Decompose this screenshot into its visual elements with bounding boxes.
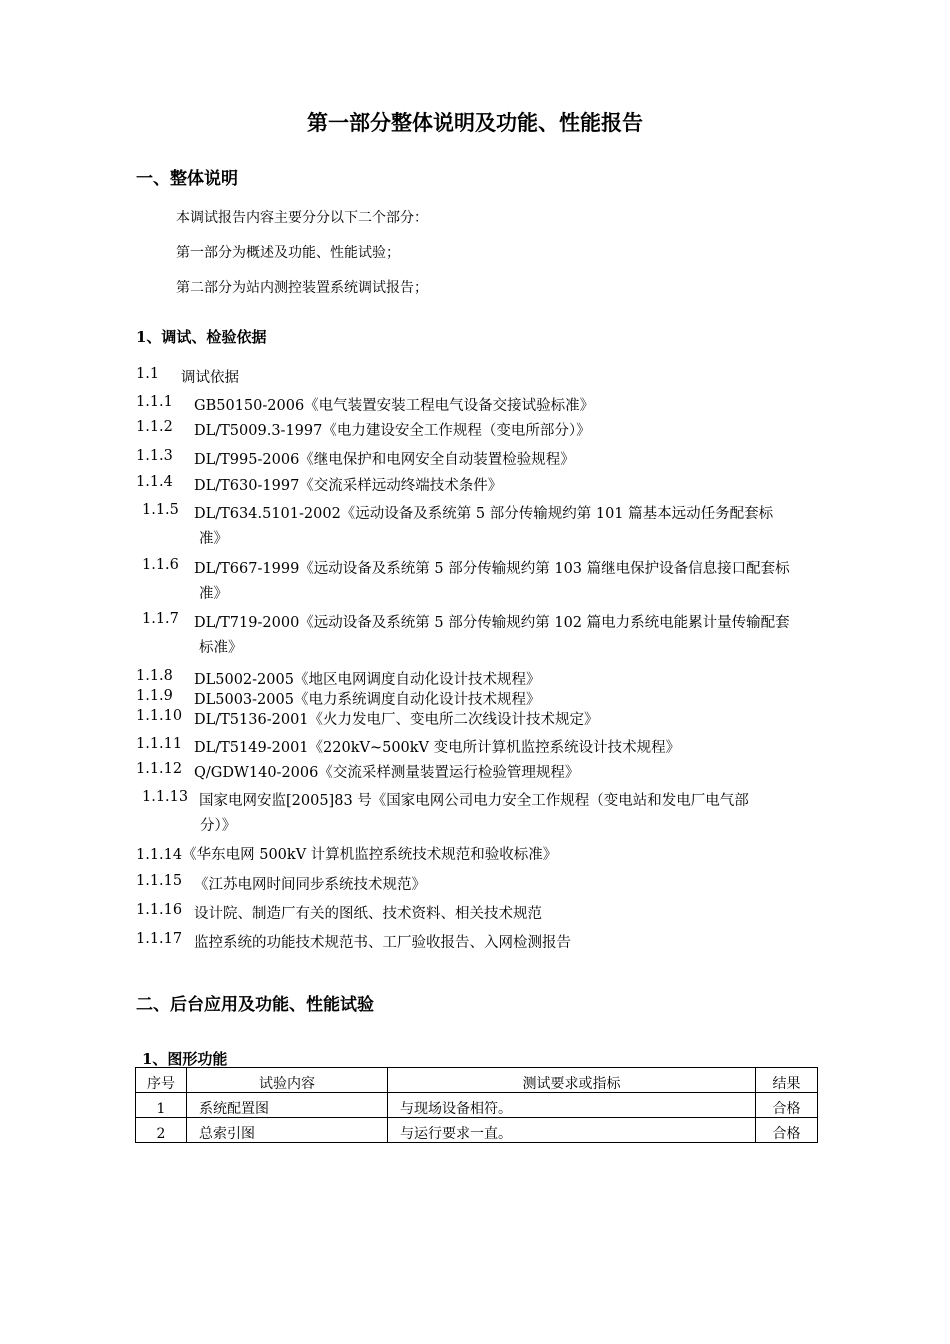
reference-number: 1.1.10 (136, 708, 183, 724)
reference-text: DL/T5149-2001《220kV~500kV 变电所计算机监控系统设计技术规程》 (194, 740, 681, 756)
reference-text: DL5003-2005《电力系统调度自动化设计技术规程》 (194, 692, 541, 708)
reference-text-continuation: 标准》 (199, 640, 243, 656)
reference-text: 设计院、制造厂有关的图纸、技术资料、相关技术规范 (194, 906, 542, 922)
reference-number: 1.1.6 (142, 557, 179, 573)
column-header-result: 结果 (756, 1068, 818, 1093)
row-requirement: 与运行要求一直。 (388, 1118, 756, 1143)
reference-text: 监控系统的功能技术规范书、工厂验收报告、入网检测报告 (194, 935, 571, 951)
reference-text-continuation: 准》 (199, 586, 228, 602)
row-requirement: 与现场设备相符。 (388, 1093, 756, 1118)
reference-number: 1.1.8 (136, 668, 173, 684)
reference-number: 1.1.7 (142, 611, 179, 627)
row-index: 2 (136, 1118, 187, 1143)
row-index: 1 (136, 1093, 187, 1118)
reference-number: 1.1.13 (142, 789, 189, 805)
reference-number: 1.1.5 (142, 502, 179, 518)
reference-text: Q/GDW140-2006《交流采样测量装置运行检验管理规程》 (194, 765, 580, 781)
document-title: 第一部分整体说明及功能、性能报告 (307, 110, 643, 135)
basis-subheading-label: 调试依据 (181, 370, 239, 386)
reference-text: DL/T630-1997《交流采样远动终端技术条件》 (194, 478, 503, 494)
reference-number: 1.1.4 (136, 474, 173, 490)
reference-text-continuation: 分）》 (200, 818, 237, 834)
overview-paragraph: 本调试报告内容主要分分以下二个部分： (176, 210, 428, 226)
section-heading-tests: 二、后台应用及功能、性能试验 (136, 995, 374, 1015)
reference-text: DL/T5009.3-1997《电力建设安全工作规程（变电所部分）》 (194, 423, 591, 439)
row-result: 合格 (756, 1093, 818, 1118)
graphics-function-table (135, 1067, 818, 1143)
reference-text: 国家电网安监[2005]83 号《国家电网公司电力安全工作规程（变电站和发电厂电气部 (199, 793, 749, 809)
reference-number: 1.1.15 (136, 873, 183, 889)
row-result: 合格 (756, 1118, 818, 1143)
reference-number: 1.1.9 (136, 688, 173, 704)
column-header-index: 序号 (136, 1068, 187, 1093)
reference-number: 1.1.3 (136, 448, 173, 464)
row-test-item: 总索引图 (187, 1118, 388, 1143)
reference-text: GB50150-2006《电气装置安装工程电气设备交接试验标准》 (194, 398, 595, 414)
column-header-test-item: 试验内容 (187, 1068, 388, 1093)
reference-number: 1.1.11 (136, 736, 183, 752)
graphics-function-heading: 1、图形功能 (142, 1050, 228, 1068)
reference-number: 1.1.12 (136, 761, 183, 777)
reference-text: DL/T719-2000《远动设备及系统第 5 部分传输规约第 102 篇电力系统电能累计量传输配套 (194, 615, 790, 631)
reference-text: DL/T634.5101-2002《远动设备及系统第 5 部分传输规约第 101 篇基本远动任务配套标 (194, 506, 774, 522)
section-heading-overview: 一、整体说明 (136, 169, 238, 189)
reference-text-continuation: 准》 (199, 531, 228, 547)
column-header-requirement: 测试要求或指标 (388, 1068, 756, 1093)
row-test-item: 系统配置图 (187, 1093, 388, 1118)
reference-number: 1.1.17 (136, 931, 183, 947)
reference-text: 1.1.14《华东电网 500kV 计算机监控系统技术规范和验收标准》 (136, 847, 558, 863)
basis-subheading-number: 1.1 (136, 366, 160, 382)
basis-heading: 1、调试、检验依据 (136, 328, 267, 346)
reference-text: 《江苏电网时间同步系统技术规范》 (194, 877, 426, 893)
reference-text: DL5002-2005《地区电网调度自动化设计技术规程》 (194, 672, 541, 688)
overview-paragraph: 第二部分为站内测控装置系统调试报告； (176, 280, 428, 296)
overview-paragraph: 第一部分为概述及功能、性能试验； (176, 245, 400, 261)
reference-number: 1.1.16 (136, 902, 183, 918)
table-row (136, 1118, 818, 1143)
reference-number: 1.1.2 (136, 419, 173, 435)
reference-text: DL/T5136-2001《火力发电厂、变电所二次线设计技术规定》 (194, 712, 599, 728)
reference-number: 1.1.1 (136, 394, 173, 410)
reference-text: DL/T995-2006《继电保护和电网安全自动装置检验规程》 (194, 452, 575, 468)
table-header-row (136, 1068, 818, 1093)
reference-text: DL/T667-1999《远动设备及系统第 5 部分传输规约第 103 篇继电保护设备信息接口配套标 (194, 561, 790, 577)
table-row (136, 1093, 818, 1118)
